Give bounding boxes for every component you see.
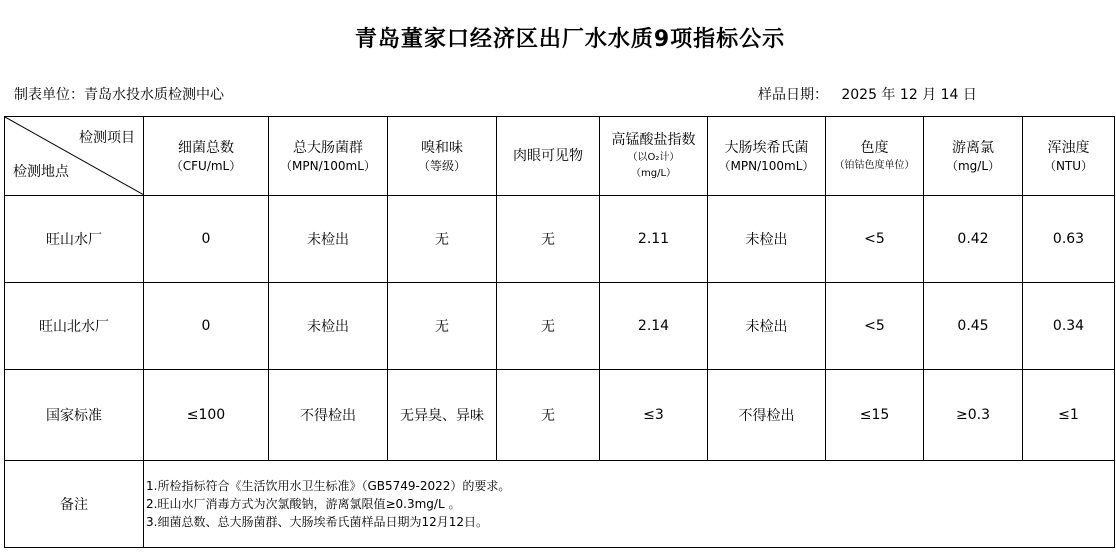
notes-label: 备注 — [5, 461, 144, 548]
table-row-standard — [5, 370, 1115, 461]
table-row — [5, 283, 1115, 370]
year-unit: 年 — [881, 87, 896, 103]
header-cell — [924, 117, 1023, 196]
site-cell: 旺山水厂 — [5, 196, 144, 283]
value-cell: 0.63 — [1023, 196, 1115, 283]
sample-date — [758, 84, 977, 104]
table-row — [5, 196, 1115, 283]
header-unit: （以O₂计） — [627, 152, 680, 163]
value-cell: 2.14 — [600, 283, 708, 370]
sample-year: 2025 — [841, 87, 877, 103]
header-unit: （mg/L） — [630, 168, 677, 179]
value-cell: 未检出 — [708, 196, 826, 283]
notes-content — [144, 461, 1115, 548]
day-unit: 日 — [962, 87, 977, 103]
corner-site-label: 检测地点 — [13, 164, 69, 180]
header-name: 嗅和味 — [421, 140, 463, 156]
value-cell: 0 — [144, 283, 269, 370]
header-name: 高锰酸盐指数 — [611, 132, 696, 148]
value-cell: <5 — [826, 283, 924, 370]
value-cell: 无 — [388, 283, 497, 370]
header-unit: （等级） — [417, 159, 466, 173]
header-unit: （NTU） — [1043, 159, 1094, 173]
site-cell: 旺山北水厂 — [5, 283, 144, 370]
value-cell: 不得检出 — [708, 370, 826, 461]
header-name: 总大肠菌群 — [293, 140, 363, 156]
sample-day: 14 — [940, 87, 959, 103]
value-cell: ≤15 — [826, 370, 924, 461]
header-cell — [269, 117, 388, 196]
note-line: 1.所检指标符合《生活饮用水卫生标准》（GB5749-2022）的要求。 — [146, 479, 511, 493]
notes-row — [5, 461, 1115, 548]
header-name: 浑浊度 — [1047, 140, 1090, 156]
sample-month: 12 — [899, 87, 918, 103]
value-cell: 无异臭、异味 — [388, 370, 497, 461]
header-unit: （MPN/100mL） — [718, 159, 815, 173]
value-cell: 0 — [144, 196, 269, 283]
month-unit: 月 — [922, 87, 937, 103]
value-cell: 无 — [497, 370, 600, 461]
value-cell: 0.34 — [1023, 283, 1115, 370]
header-cell — [497, 117, 600, 196]
header-row — [5, 117, 1115, 196]
header-cell — [600, 117, 708, 196]
header-unit: （铂钴色度单位） — [834, 160, 915, 171]
water-quality-table — [4, 116, 1115, 548]
value-cell: ≤3 — [600, 370, 708, 461]
header-cell — [388, 117, 497, 196]
note-line: 2.旺山水厂消毒方式为次氯酸钠，游离氯限值≥0.3mg/L 。 — [146, 497, 461, 511]
header-name: 细菌总数 — [178, 140, 234, 156]
sample-date-label: 样品日期： — [758, 87, 828, 103]
value-cell: 未检出 — [269, 283, 388, 370]
value-cell: 2.11 — [600, 196, 708, 283]
site-cell: 国家标准 — [5, 370, 144, 461]
note-line: 3.细菌总数、总大肠菌群、大肠埃希氏菌样品日期为12月12日。 — [146, 515, 488, 529]
header-name: 大肠埃希氏菌 — [724, 140, 809, 156]
value-cell: 不得检出 — [269, 370, 388, 461]
header-name: 色度 — [860, 140, 889, 156]
header-cell — [144, 117, 269, 196]
value-cell: <5 — [826, 196, 924, 283]
value-cell: ≤1 — [1023, 370, 1115, 461]
value-cell: 0.45 — [924, 283, 1023, 370]
header-name: 游离氯 — [952, 140, 994, 156]
value-cell: ≥0.3 — [924, 370, 1023, 461]
value-cell: 未检出 — [269, 196, 388, 283]
unit-label: 制表单位：青岛水投水质检测中心 — [14, 87, 224, 103]
corner-header-cell — [5, 117, 144, 196]
header-cell — [708, 117, 826, 196]
value-cell: 无 — [497, 196, 600, 283]
page-title: 青岛董家口经济区出厂水水质9项指标公示 — [354, 27, 786, 52]
value-cell: ≤100 — [144, 370, 269, 461]
corner-item-label: 检测项目 — [79, 130, 135, 146]
header-unit: （mg/L） — [945, 159, 1001, 173]
header-cell — [826, 117, 924, 196]
header-unit: （CFU/mL） — [170, 159, 242, 173]
header-unit: （MPN/100mL） — [280, 159, 376, 173]
value-cell: 0.42 — [924, 196, 1023, 283]
header-name: 肉眼可见物 — [513, 148, 583, 164]
value-cell: 无 — [497, 283, 600, 370]
header-cell — [1023, 117, 1115, 196]
value-cell: 未检出 — [708, 283, 826, 370]
value-cell: 无 — [388, 196, 497, 283]
